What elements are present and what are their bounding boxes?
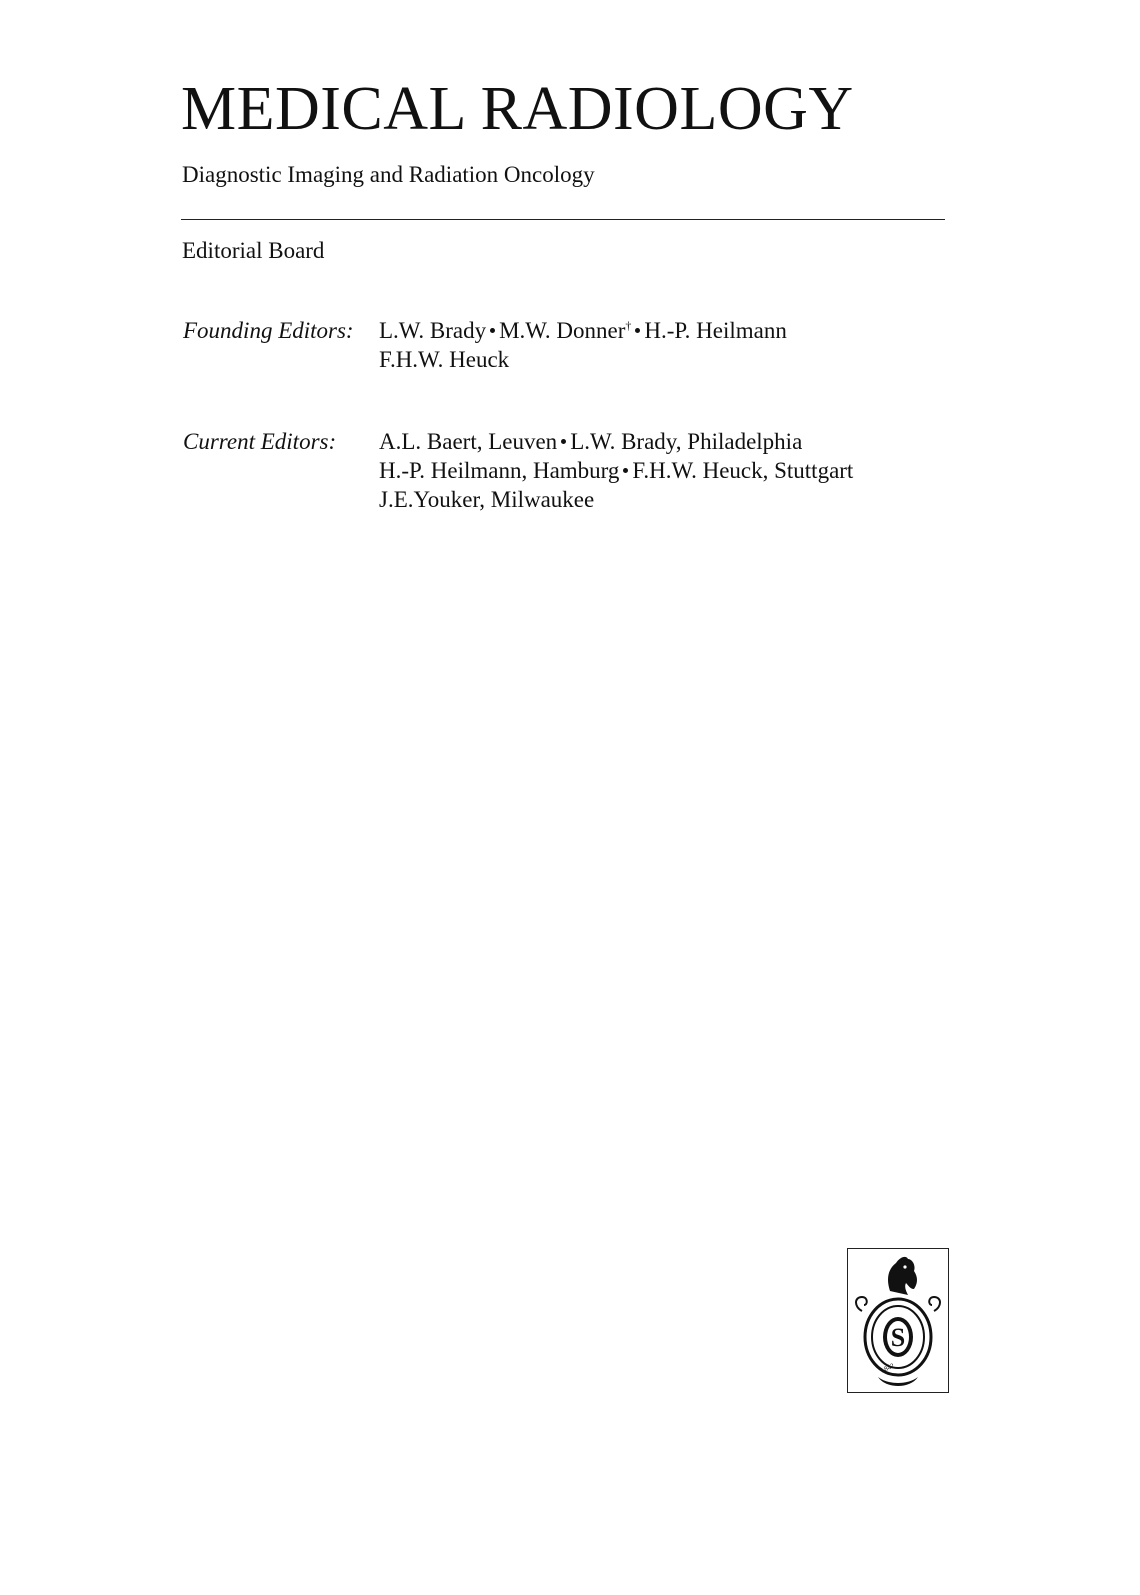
series-subtitle: Diagnostic Imaging and Radiation Oncology	[182, 162, 595, 187]
editor-name: F.H.W. Heuck, Stuttgart	[632, 458, 854, 483]
current-editors-line-1	[379, 429, 802, 455]
bullet-icon	[623, 468, 628, 473]
editor-name: L.W. Brady, Philadelphia	[570, 429, 803, 454]
current-editors-line-3: J.E.Youker, Milwaukee	[379, 487, 595, 512]
editor-name: H.-P. Heilmann, Hamburg	[379, 458, 620, 483]
dagger-mark: †	[625, 318, 632, 333]
editor-name: L.W. Brady	[379, 318, 487, 343]
divider	[181, 219, 945, 220]
bullet-icon	[561, 439, 566, 444]
svg-text:1842: 1842	[879, 1361, 896, 1375]
editor-name: A.L. Baert, Leuven	[379, 429, 558, 454]
current-editors-line-2	[379, 458, 853, 484]
series-title: MEDICAL RADIOLOGY	[181, 75, 854, 143]
editorial-board-heading: Editorial Board	[182, 238, 325, 263]
founding-editors-label: Founding Editors:	[183, 318, 354, 343]
founding-editors-line-1	[379, 318, 787, 344]
current-editors-label: Current Editors:	[183, 429, 337, 454]
bullet-icon	[490, 328, 495, 333]
bullet-icon	[635, 328, 640, 333]
publisher-logo	[847, 1248, 949, 1393]
founding-editors-line-2: F.H.W. Heuck	[379, 347, 510, 372]
svg-text:S: S	[890, 1323, 906, 1352]
editor-name: M.W. Donner	[499, 318, 626, 343]
springer-knight-logo-icon	[848, 1249, 947, 1391]
editor-name: H.-P. Heilmann	[644, 318, 787, 343]
